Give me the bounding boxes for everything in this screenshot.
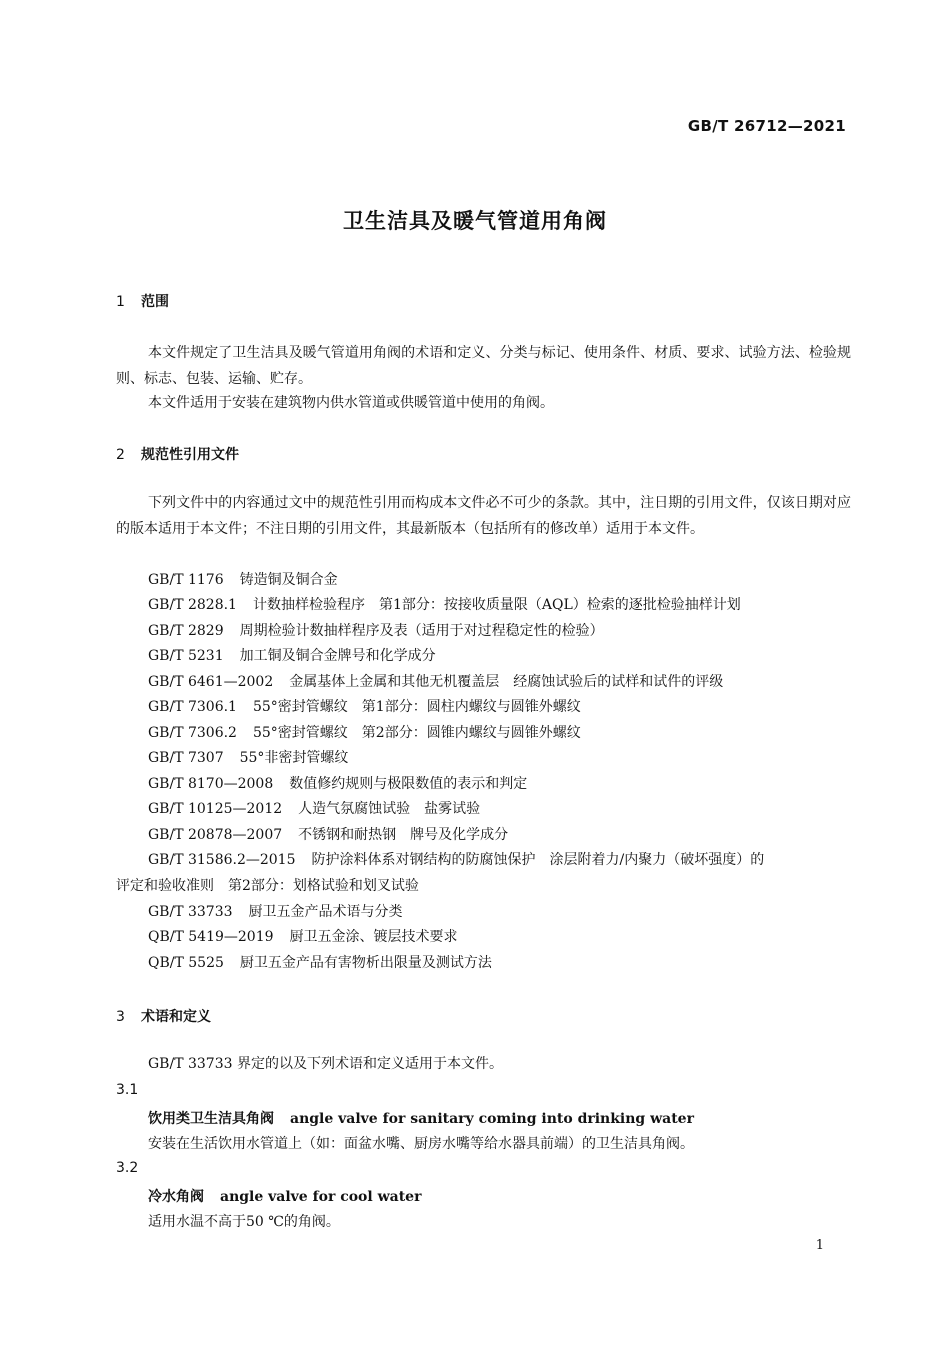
section-1-heading xyxy=(116,291,169,311)
reference-item-long: GB/T 31586.2—2015 防护涂料体系对钢结构的防腐蚀保护 涂层附着力/内聚力（破坏强度）的 评定和验收准则 第2部分：划格试验和划叉试验 xyxy=(116,852,765,894)
reference-item: QB/T 5525 厨卫五金产品有害物析出限量及测试方法 xyxy=(148,955,492,971)
document-title: 卫生洁具及暖气管道用角阀 xyxy=(343,209,607,233)
term-number: 3.1 xyxy=(116,1082,139,1098)
reference-item: GB/T 7306.2 55°密封管螺纹 第2部分：圆锥内螺纹与圆锥外螺纹 xyxy=(148,725,581,741)
term-heading: 冷水角阀 angle valve for cool water xyxy=(148,1189,422,1205)
section-number: 2 xyxy=(116,447,125,463)
reference-item: GB/T 10125—2012 人造气氛腐蚀试验 盐雾试验 xyxy=(148,801,481,817)
term-heading: 饮用类卫生洁具角阀 angle valve for sanitary coming into drinking water xyxy=(148,1111,694,1127)
scope-paragraph-2: 本文件适用于安装在建筑物内供水管道或供暖管道中使用的角阀。 xyxy=(148,395,554,411)
reference-item: GB/T 2829 周期检验计数抽样程序及表（适用于对过程稳定性的检验） xyxy=(148,623,604,639)
reference-item: GB/T 7306.1 55°密封管螺纹 第1部分：圆柱内螺纹与圆锥外螺纹 xyxy=(148,699,581,715)
references-intro: 下列文件中的内容通过文中的规范性引用而构成本文件必不可少的条款。其中，注日期的引用文件，仅该日期对应的版本适用于本文件；不注日期的引用文件，其最新版本（包括所有的修改单）适用于本文件。 xyxy=(116,495,851,537)
section-title: 范围 xyxy=(141,294,169,310)
reference-item: GB/T 7307 55°非密封管螺纹 xyxy=(148,750,349,766)
term-definition: 适用水温不高于50 ℃的角阀。 xyxy=(148,1214,340,1230)
scope-paragraph-1: 本文件规定了卫生洁具及暖气管道用角阀的术语和定义、分类与标记、使用条件、材质、要求、试验方法、检验规则、标志、包装、运输、贮存。 xyxy=(116,345,851,387)
section-title: 术语和定义 xyxy=(141,1009,211,1025)
section-2-heading xyxy=(116,444,239,464)
term-number: 3.2 xyxy=(116,1160,139,1176)
reference-item: GB/T 33733 厨卫五金产品术语与分类 xyxy=(148,904,403,920)
page-number: 1 xyxy=(815,1238,824,1253)
reference-item: GB/T 8170—2008 数值修约规则与极限数值的表示和判定 xyxy=(148,776,528,792)
reference-item: GB/T 5231 加工铜及铜合金牌号和化学成分 xyxy=(148,648,436,664)
reference-item: GB/T 6461—2002 金属基体上金属和其他无机覆盖层 经腐蚀试验后的试样和试件的评级 xyxy=(148,674,724,690)
reference-item: QB/T 5419—2019 厨卫五金涂、镀层技术要求 xyxy=(148,929,458,945)
section-title: 规范性引用文件 xyxy=(141,447,239,463)
term-definition: 安装在生活饮用水管道上（如：面盆水嘴、厨房水嘴等给水器具前端）的卫生洁具角阀。 xyxy=(148,1136,694,1152)
reference-item: GB/T 2828.1 计数抽样检验程序 第1部分：按接收质量限（AQL）检索的逐批检验抽样计划 xyxy=(148,597,741,613)
section-number: 3 xyxy=(116,1009,125,1025)
reference-item: GB/T 1176 铸造铜及铜合金 xyxy=(148,572,338,588)
standard-code: GB/T 26712—2021 xyxy=(687,117,846,135)
section-number: 1 xyxy=(116,294,125,310)
reference-item: GB/T 20878—2007 不锈钢和耐热钢 牌号及化学成分 xyxy=(148,827,509,843)
section-3-heading xyxy=(116,1006,211,1026)
terms-intro: GB/T 33733 界定的以及下列术语和定义适用于本文件。 xyxy=(148,1056,503,1072)
